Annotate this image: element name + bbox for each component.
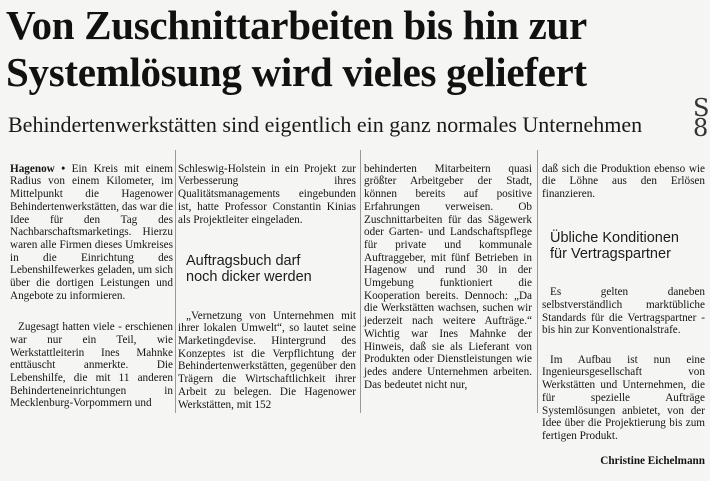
article-column-4 bbox=[542, 150, 705, 481]
column-divider bbox=[360, 150, 361, 413]
column-divider bbox=[175, 150, 176, 413]
article-column-3 bbox=[364, 150, 532, 404]
section-heading-konditionen: Übliche Konditionen für Vertragspartner bbox=[550, 229, 679, 262]
col4-paragraph-2: Es gelten daneben selbstverständlich marktübliche Standards für die Vertragspartner - bis hin zur Konventionalstrafe. bbox=[542, 286, 705, 337]
col4-paragraph-1: daß sich die Produktion ebenso wie die Löhne aus den Erlösen finanzieren. bbox=[542, 162, 705, 201]
article-headline bbox=[6, 2, 706, 96]
handwritten-margin-note: S 8 bbox=[693, 94, 710, 142]
col4-paragraph-3: Im Aufbau ist nun eine Ingenieursgesellschaft von Werkstätten und Unternehmen, die für spezielle Aufträge Systemlösungen anbietet, von der Idee über die Projektierung bis zum fertigen Produkt. bbox=[542, 353, 705, 442]
col3-paragraph-1: behinderten Mitarbeitern quasi größter Arbeitgeber der Stadt, können bereits auf positive Erfahrungen verweisen. Ob Zuschnittarbeiten für das Sägewerk oder Garten- und Landschaftspflege für private und kommunale Auftraggeber, mit fünf Betrieben in Hagenow und rund 30 in der Umgebung funktioniert die Kooperation bereits. Dennoch: „Da die Werkstätten wachsen, suchen wir jederzeit nach weitere Aufträge.“ Wichtig war Ines Mahnke der Hinweis, daß sie als Lieferant von Produkten oder Dienstleistungen wie jedes andere Unternehmen arbeiten. Das bedeutet nicht nur, bbox=[364, 162, 532, 391]
col1-paragraph-1 bbox=[10, 163, 173, 303]
article-column-2 bbox=[178, 150, 356, 424]
article-subheadline: Behindertenwerkstätten sind eigentlich ein ganz normales Unternehmen bbox=[8, 112, 643, 137]
article-column-1 bbox=[10, 150, 173, 423]
author-byline: Christine Eichelmann bbox=[600, 455, 705, 468]
col2-paragraph-2: „Vernetzung von Unternehmen mit ihrer lokalen Umwelt“, so lautet seine Marketingdevise. Hintergrund des Konzeptes ist die Verpflichtung der Behindertenwerkstätten, gegenüber den Trägern die Wirtschaftlichkeit ihrer Arbeit zu belegen. Die Hagenower Werkstätten, mit 152 bbox=[178, 309, 356, 411]
section-heading-auftragsbuch: Auftragsbuch darf noch dicker werden bbox=[186, 252, 312, 285]
col2-paragraph-1: Schleswig-Holstein in ein Projekt zur Verbesserung ihres Qualitätsmanagements eingebunden ist, hatte Professor Constantin Kinias als Projektleiter eingeladen. bbox=[178, 162, 356, 226]
col1-p1-text: Ein Kreis mit einem Radius von einem Kilometer, im Mittelpunkt die Hagenower Behindertenwerkstätten, das war die Idee für den Tag des Nachbarschaftsmarketings. Hierzu waren alle Firmen dieses Umkreises in die Einrichtung des Lebenshilfewerkes geladen, um sich über die dortigen Leistungen und Angebote zu informieren. bbox=[10, 162, 174, 302]
col1-paragraph-2: Zugesagt hatten viele - erschienen war nur ein Teil, wie Werkstattleiterin Ines Mahnke enttäuscht anmerkte. Die Lebenshilfe, die mit 11 anderen Behinderteneinrichtungen in Mecklenburg-Vorpommern und bbox=[10, 321, 173, 410]
headline-text: Von Zuschnittarbeiten bis hin zur Systemlösung wird vieles geliefert bbox=[6, 2, 587, 95]
dateline: Hagenow • bbox=[10, 162, 66, 175]
column-divider bbox=[537, 150, 538, 413]
